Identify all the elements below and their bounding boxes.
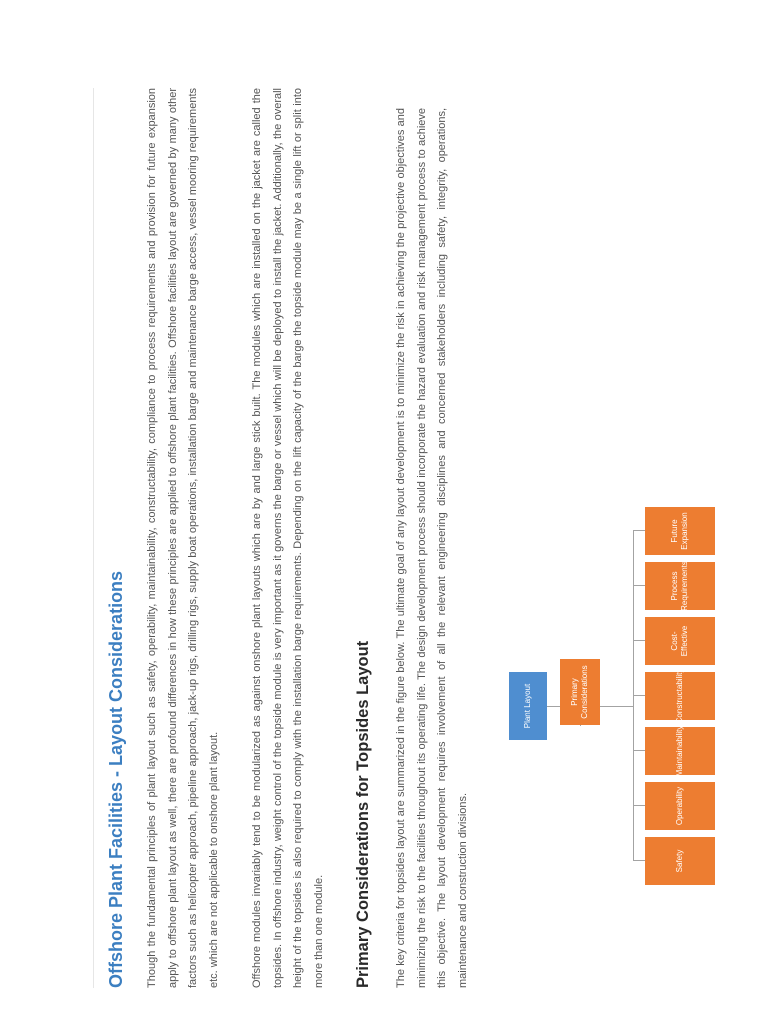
leaf-bus-line xyxy=(633,531,634,861)
paragraph-modules: Offshore modules invariably tend to be modularized as against onshore plant layouts which are by and large stick built. The modules which are installed on the jacket are called the topsides. In offshore industry, weight control of the topside module is very important as it governs the barge or vessel which will be deployed to install the jacket. Additionally, the overall height of the topsides is also required to comply with the installation barge requirements. Depending on the lift capacity of the barge the topside module may be a single lift or split into more than one module. xyxy=(251,88,325,988)
leaf-drop-5 xyxy=(633,640,645,641)
chart-leaf-future-expansion: Future Expansion xyxy=(645,507,715,555)
chart-leaf-constructability: Constructability xyxy=(645,672,715,720)
layout-considerations-chart xyxy=(505,505,725,885)
leaf-drop-1 xyxy=(633,860,645,861)
leaf-drop-3 xyxy=(633,750,645,751)
leaf-drop-4 xyxy=(633,695,645,696)
chart-leaf-process-requirements: Process Requirements xyxy=(645,562,715,610)
chart-leaf-operability: Operability xyxy=(645,782,715,830)
page-edge-line xyxy=(93,88,94,988)
paragraph-intro: Though the fundamental principles of plant layout such as safety, operability, maintainability, constructability, compliance to process requirements and provision for future expansion apply to offshore plant layout as well, there are profound differences in how these principles are applied to offshore plant facilities. Offshore facilities layout are governed by many other factors such as helicopter approach, pipeline approach, jack-up rigs, drilling rigs, supply boat operations, installation barge and maintenance barge access, vessel mooring requirements etc. which are not applicable to onshore plant layout. xyxy=(146,88,220,988)
chart-leaf-maintainability: Maintainability xyxy=(645,727,715,775)
chart-leaf-cost-effective: Cost-Effective xyxy=(645,617,715,665)
leaf-drop-7 xyxy=(633,530,645,531)
section-heading: Primary Considerations for Topsides Layout xyxy=(354,640,372,988)
chart-root-node: Plant Layout xyxy=(509,672,547,740)
chart-leaf-safety: Safety xyxy=(645,837,715,885)
leaf-drop-6 xyxy=(633,585,645,586)
document-title: Offshore Plant Facilities - Layout Considerations xyxy=(106,570,126,988)
document-sheet xyxy=(98,88,468,988)
leaf-drop-2 xyxy=(633,805,645,806)
paragraph-criteria: The key criteria for topsides layout are summarized in the figure below. The ultimate goal of any layout development is to minimize the risk in achieving the projective objectives and minimizing the risk to the facilities throughout its operating life. The design development process should incorporate the hazard evaluation and risk management process to achieve this objective. The layout development requires involvement of all the relevant engineering disciplines and concerned stakeholders including safety, integrity, operations, maintenance and construction divisions. xyxy=(395,108,469,988)
chart-primary-node: Primary Considerations xyxy=(560,659,600,725)
